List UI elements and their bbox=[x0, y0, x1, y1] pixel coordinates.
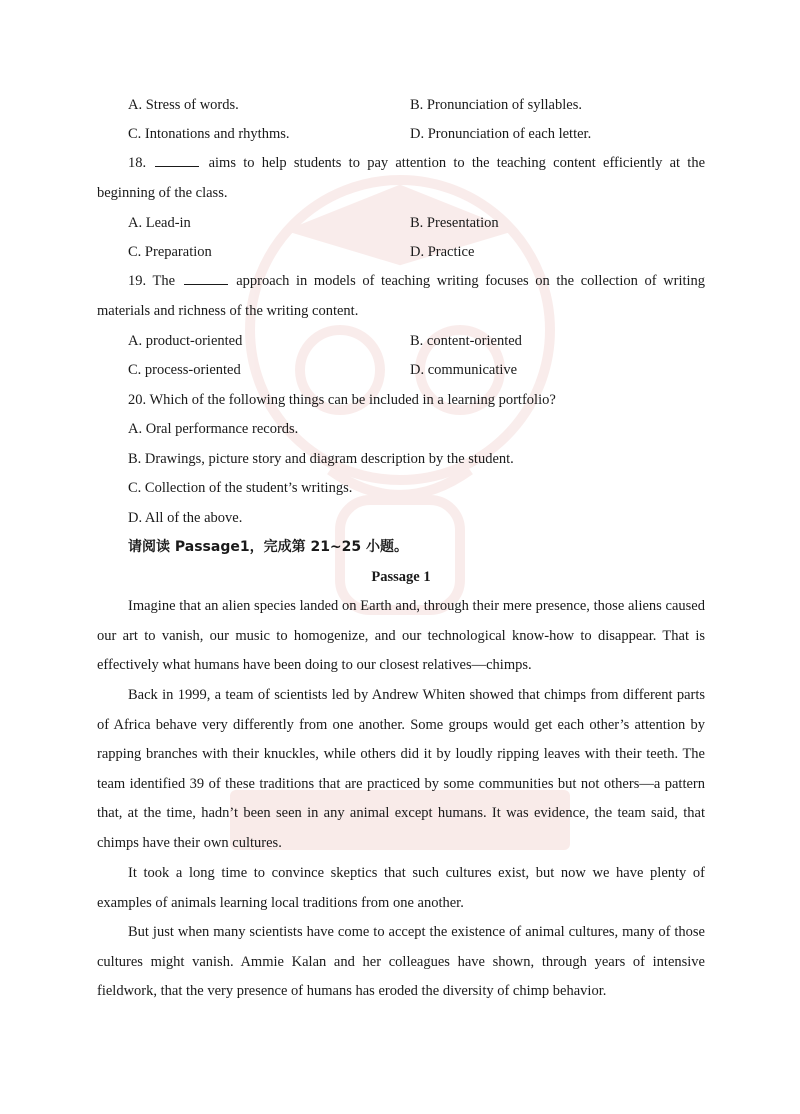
q19-option-c: C. process-oriented bbox=[128, 362, 241, 378]
q19-stem-text: approach in models of teaching writing focuses on the collection of writing materials and richness of the writing content. bbox=[97, 273, 706, 319]
q19-option-d: D. communicative bbox=[410, 362, 518, 378]
q20-option-d: D. All of the above. bbox=[128, 510, 243, 526]
q18-blank bbox=[155, 152, 199, 167]
passage-paragraph: Back in 1999, a team of scientists led by Andrew Whiten showed that chimps from different parts of Africa behave very differently from one another. Some groups would get each other’s attention by rapping branches with their knuckles, while others did it by loudly ripping leaves with their teeth. The team identified 39 of these traditions that are practiced by some communities but not others—a pattern that, at the time, hadn’t been seen in any animal except humans. It was evidence, the team said, that chimps have their own cultures. bbox=[97, 687, 705, 851]
q19-option-b: B. content-oriented bbox=[410, 333, 522, 349]
q19-stem bbox=[97, 267, 705, 326]
q18-option-d: D. Practice bbox=[410, 244, 475, 260]
reading-instruction: 请阅读 Passage1，完成第 21~25 小题。 bbox=[128, 539, 409, 555]
q17-option-c: C. Intonations and rhythms. bbox=[128, 126, 290, 142]
q17-option-a: A. Stress of words. bbox=[128, 97, 239, 113]
passage-paragraph: Imagine that an alien species landed on Earth and, through their mere presence, those aliens caused our art to vanish, our music to homogenize, and our technological know-how to disappear. That is effectively what humans have been doing to our closest relatives—chimps. bbox=[97, 598, 705, 674]
q18-stem bbox=[97, 149, 705, 208]
q20-stem: 20. Which of the following things can be included in a learning portfolio? bbox=[128, 392, 556, 408]
q19-blank bbox=[184, 270, 228, 285]
passage-paragraph: But just when many scientists have come to accept the existence of animal cultures, many of those cultures might vanish. Ammie Kalan and her colleagues have shown, through years of intensive fieldwork, that the very presence of humans has eroded the diversity of chimp behavior. bbox=[97, 924, 705, 1000]
q18-option-c: C. Preparation bbox=[128, 244, 212, 260]
q19-number: 19. The bbox=[128, 273, 176, 289]
q20-option-a: A. Oral performance records. bbox=[128, 421, 299, 437]
q17-option-d: D. Pronunciation of each letter. bbox=[410, 126, 592, 142]
passage-title: Passage 1 bbox=[371, 569, 431, 585]
q18-option-a: A. Lead-in bbox=[128, 215, 191, 231]
q18-number: 18. bbox=[128, 155, 147, 171]
passage-paragraph: It took a long time to convince skeptics that such cultures exist, but now we have plenty of examples of animals learning local traditions from one another. bbox=[97, 865, 705, 911]
q17-option-b: B. Pronunciation of syllables. bbox=[410, 97, 582, 113]
q19-option-a: A. product-oriented bbox=[128, 333, 243, 349]
q20-option-b: B. Drawings, picture story and diagram description by the student. bbox=[128, 451, 514, 467]
q18-stem-text: aims to help students to pay attention to the teaching content efficiently at the beginning of the class. bbox=[97, 155, 706, 201]
q18-option-b: B. Presentation bbox=[410, 215, 499, 231]
q20-option-c: C. Collection of the student’s writings. bbox=[128, 480, 353, 496]
